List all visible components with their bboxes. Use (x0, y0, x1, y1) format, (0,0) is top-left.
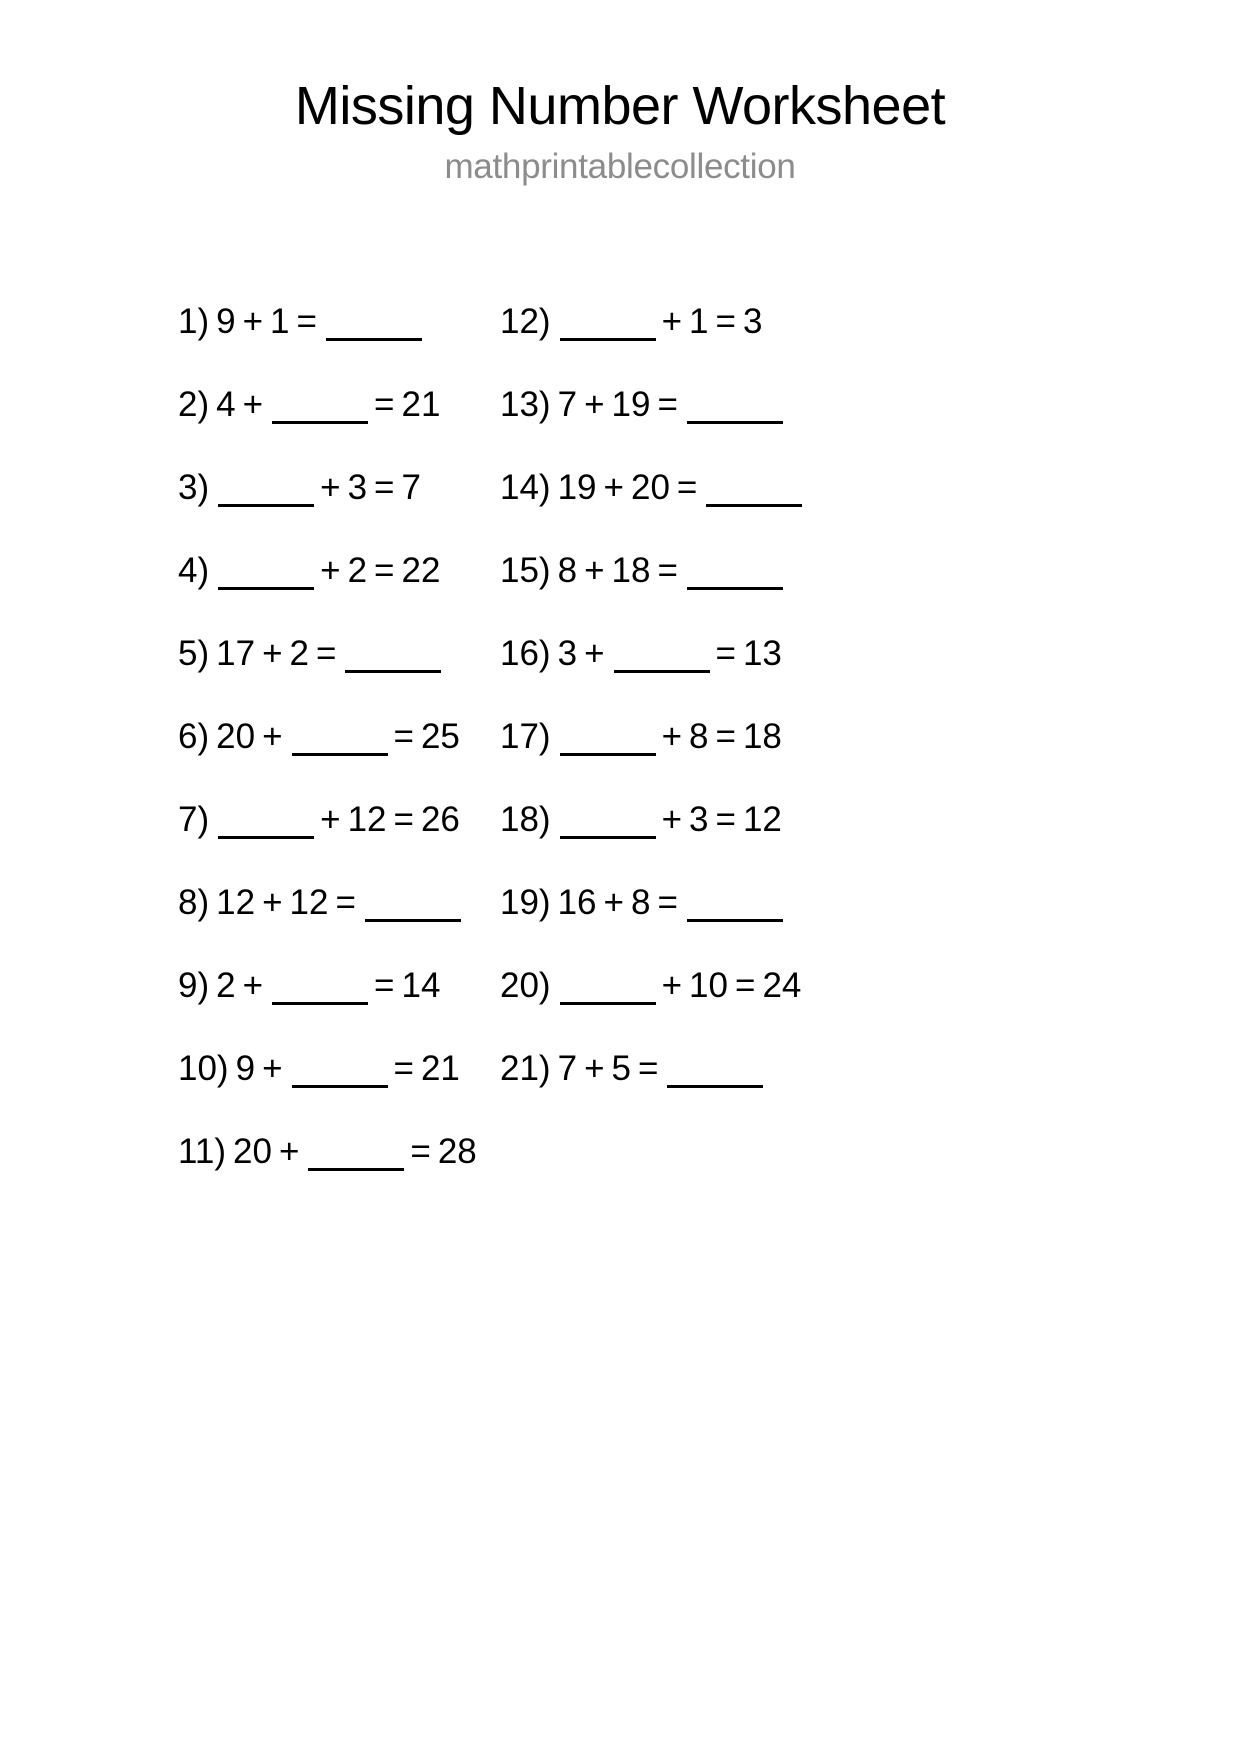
answer-blank-first-addend[interactable] (218, 553, 314, 590)
plus-symbol: + (242, 302, 264, 341)
problem-row (178, 794, 460, 877)
problems-container (0, 296, 1240, 1209)
first-addend: 16 (557, 883, 597, 922)
problem-number: 21) (500, 1049, 551, 1088)
problem-number: 18) (500, 800, 551, 839)
problem-expression (500, 545, 789, 588)
second-addend: 12 (289, 883, 329, 922)
problem-row (178, 545, 450, 628)
answer-blank-sum[interactable] (667, 1051, 763, 1088)
plus-symbol: + (242, 966, 264, 1005)
plus-symbol: + (278, 1132, 300, 1171)
problem-row (178, 462, 450, 545)
sum-value: 22 (401, 551, 441, 590)
answer-blank-second-addend[interactable] (292, 1051, 388, 1088)
problem-number: 17) (500, 717, 551, 756)
answer-blank-first-addend[interactable] (560, 304, 656, 341)
problem-number: 3) (178, 468, 210, 507)
plus-symbol: + (262, 634, 283, 673)
problem-row (500, 1043, 950, 1126)
problem-expression (500, 296, 769, 339)
problem-expression (500, 960, 808, 1003)
first-addend: 9 (235, 1049, 256, 1088)
sum-value: 7 (401, 468, 421, 507)
plus-symbol: + (584, 551, 605, 590)
problem-row (500, 379, 950, 462)
plus-symbol: + (262, 717, 283, 756)
sum-value: 24 (762, 966, 802, 1005)
equals-symbol: = (715, 800, 736, 839)
plus-symbol: + (584, 634, 605, 673)
equals-symbol: = (715, 717, 736, 756)
first-addend: 4 (216, 385, 236, 424)
plus-symbol: + (262, 883, 283, 922)
second-addend: 20 (630, 468, 670, 507)
first-addend: 20 (216, 717, 256, 756)
problem-expression (500, 1043, 769, 1086)
first-addend: 3 (557, 634, 578, 673)
plus-symbol: + (603, 468, 624, 507)
problem-row (500, 794, 950, 877)
problem-expression (500, 794, 789, 837)
problem-expression (178, 877, 467, 920)
equals-symbol: = (393, 1049, 414, 1088)
second-addend: 3 (689, 800, 709, 839)
equals-symbol: = (296, 302, 317, 341)
answer-blank-sum[interactable] (687, 553, 783, 590)
problem-number: 1) (178, 302, 210, 341)
problem-row (178, 379, 450, 462)
problem-row (500, 960, 950, 1043)
sum-value: 21 (420, 1049, 460, 1088)
second-addend: 1 (689, 302, 709, 341)
problem-row (178, 1126, 477, 1209)
problem-number: 7) (178, 800, 210, 839)
answer-blank-second-addend[interactable] (308, 1134, 404, 1171)
plus-symbol: + (603, 883, 624, 922)
problem-column-left (0, 296, 477, 1209)
equals-symbol: = (657, 551, 678, 590)
problem-number: 6) (178, 717, 210, 756)
problem-expression (178, 545, 447, 588)
problem-expression (178, 296, 428, 339)
equals-symbol: = (374, 966, 395, 1005)
problem-number: 12) (500, 302, 551, 341)
equals-symbol: = (715, 302, 736, 341)
first-addend: 7 (557, 385, 578, 424)
plus-symbol: + (242, 385, 264, 424)
problem-row (500, 628, 950, 711)
answer-blank-first-addend[interactable] (218, 802, 314, 839)
answer-blank-second-addend[interactable] (614, 636, 710, 673)
problem-expression (500, 877, 789, 920)
problem-row (178, 877, 450, 960)
problem-expression (178, 379, 447, 422)
problem-number: 4) (178, 551, 210, 590)
answer-blank-sum[interactable] (365, 885, 461, 922)
equals-symbol: = (393, 717, 414, 756)
sum-value: 14 (401, 966, 441, 1005)
second-addend: 8 (689, 717, 709, 756)
problem-row (178, 296, 450, 379)
problem-row (178, 960, 450, 1043)
equals-symbol: = (657, 385, 678, 424)
problem-expression (500, 628, 789, 671)
second-addend: 2 (289, 634, 309, 673)
page-title: Missing Number Worksheet (294, 76, 946, 136)
equals-symbol: = (410, 1132, 431, 1171)
sum-value: 26 (420, 800, 460, 839)
problem-number: 14) (500, 468, 551, 507)
plus-symbol: + (661, 966, 683, 1005)
first-addend: 20 (233, 1132, 272, 1171)
plus-symbol: + (584, 1049, 605, 1088)
answer-blank-first-addend[interactable] (218, 470, 314, 507)
problem-expression (178, 462, 428, 505)
problem-number: 11) (178, 1132, 226, 1171)
equals-symbol: = (734, 966, 756, 1005)
problem-number: 2) (178, 385, 210, 424)
problem-number: 19) (500, 883, 551, 922)
answer-blank-second-addend[interactable] (272, 387, 368, 424)
answer-blank-first-addend[interactable] (560, 968, 656, 1005)
answer-blank-second-addend[interactable] (272, 968, 368, 1005)
answer-blank-sum[interactable] (687, 885, 783, 922)
first-addend: 12 (216, 883, 256, 922)
plus-symbol: + (320, 468, 341, 507)
first-addend: 8 (557, 551, 578, 590)
answer-blank-sum[interactable] (706, 470, 802, 507)
second-addend: 12 (347, 800, 387, 839)
problem-number: 10) (178, 1049, 229, 1088)
plus-symbol: + (584, 385, 605, 424)
problem-row (178, 628, 450, 711)
equals-symbol: = (374, 468, 395, 507)
equals-symbol: = (715, 634, 736, 673)
plus-symbol: + (661, 302, 683, 341)
equals-symbol: = (315, 634, 337, 673)
problem-expression (500, 462, 808, 505)
first-addend: 2 (216, 966, 236, 1005)
plus-symbol: + (661, 800, 683, 839)
second-addend: 10 (689, 966, 728, 1005)
problem-row (500, 296, 950, 379)
answer-blank-sum[interactable] (345, 636, 441, 673)
problem-number: 16) (500, 634, 551, 673)
problem-number: 5) (178, 634, 210, 673)
problem-number: 20) (500, 966, 551, 1005)
sum-value: 25 (420, 717, 460, 756)
plus-symbol: + (320, 800, 341, 839)
sum-value: 18 (742, 717, 782, 756)
plus-symbol: + (320, 551, 341, 590)
equals-symbol: = (637, 1049, 659, 1088)
answer-blank-sum[interactable] (326, 304, 422, 341)
second-addend: 2 (347, 551, 368, 590)
equals-symbol: = (676, 468, 698, 507)
second-addend: 1 (270, 302, 290, 341)
problem-expression (178, 960, 447, 1003)
problem-expression (500, 711, 789, 754)
plus-symbol: + (262, 1049, 283, 1088)
sum-value: 12 (742, 800, 782, 839)
problem-expression (178, 1126, 484, 1169)
problem-number: 15) (500, 551, 551, 590)
sum-value: 21 (401, 385, 441, 424)
answer-blank-first-addend[interactable] (560, 719, 656, 756)
sum-value: 28 (437, 1132, 477, 1171)
first-addend: 7 (557, 1049, 578, 1088)
equals-symbol: = (657, 883, 678, 922)
problem-expression (178, 628, 447, 671)
problem-expression (178, 1043, 467, 1086)
answer-blank-sum[interactable] (687, 387, 783, 424)
problem-expression (500, 379, 789, 422)
second-addend: 8 (630, 883, 651, 922)
problem-row (500, 877, 950, 960)
answer-blank-first-addend[interactable] (560, 802, 656, 839)
problem-row (178, 1043, 460, 1126)
problem-row (178, 711, 460, 794)
problem-row (500, 462, 950, 545)
sum-value: 3 (742, 302, 763, 341)
problem-expression (178, 794, 467, 837)
sum-value: 13 (742, 634, 782, 673)
second-addend: 18 (611, 551, 651, 590)
page-subtitle: mathprintablecollection (444, 146, 796, 186)
first-addend: 19 (557, 468, 597, 507)
plus-symbol: + (661, 717, 683, 756)
worksheet-header (0, 0, 1240, 185)
problem-expression (178, 711, 467, 754)
problem-number: 8) (178, 883, 210, 922)
problem-number: 13) (500, 385, 551, 424)
equals-symbol: = (335, 883, 356, 922)
answer-blank-second-addend[interactable] (292, 719, 388, 756)
second-addend: 19 (611, 385, 651, 424)
problem-row (500, 711, 950, 794)
second-addend: 3 (347, 468, 368, 507)
problem-number: 9) (178, 966, 210, 1005)
equals-symbol: = (393, 800, 414, 839)
second-addend: 5 (611, 1049, 631, 1088)
first-addend: 9 (216, 302, 236, 341)
problem-column-right (450, 296, 950, 1126)
problem-row (500, 545, 950, 628)
equals-symbol: = (374, 385, 395, 424)
equals-symbol: = (374, 551, 395, 590)
first-addend: 17 (216, 634, 256, 673)
